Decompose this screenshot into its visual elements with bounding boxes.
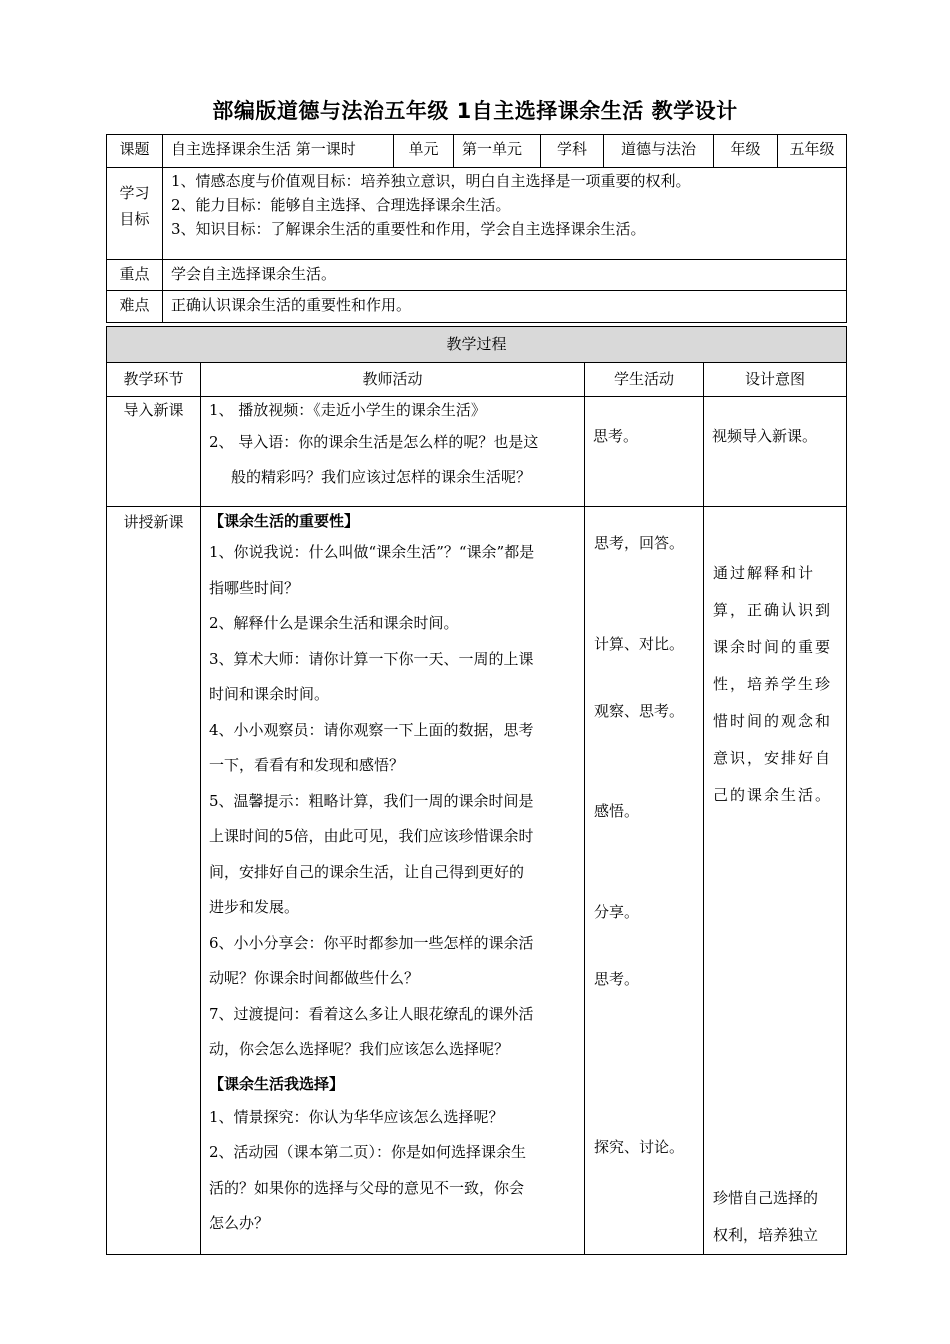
- lesson-teacher-line: 2、解释什么是课余生活和课余时间。: [209, 614, 459, 632]
- lesson-teacher-line: 时间和课余时间。: [209, 685, 330, 703]
- grade-label: 年级: [714, 135, 778, 168]
- grade-value: 五年级: [778, 135, 847, 168]
- goals-label-line-2: 目标: [119, 210, 150, 228]
- intro-teacher-line-3: 般的精彩吗？我们应该过怎样的课余生活呢？: [231, 468, 532, 486]
- lesson-teacher-line: 1、情景探究：你认为华华应该怎么选择呢？: [209, 1107, 504, 1126]
- goals-label-line-1: 学习: [119, 184, 150, 202]
- unit-label: 单元: [394, 135, 454, 168]
- lesson-teacher-line: 活的？如果你的选择与父母的意见不一致，你会: [209, 1178, 525, 1197]
- lesson-teacher-line: 怎么办？: [209, 1214, 270, 1232]
- lesson-teacher-line: 动，你会怎么选择呢？我们应该怎么选择呢？: [209, 1040, 510, 1058]
- design-line: 算，正确认识到: [713, 601, 833, 619]
- document-title: 部编版道德与法治五年级 1自主选择课余生活 教学设计: [212, 99, 738, 123]
- lesson-teacher-line: 7、过渡提问：看着这么多让人眼花缭乱的课外活: [209, 1004, 534, 1023]
- student-activity-1: 思考，回答。: [594, 534, 685, 552]
- goal-item-2: 2、能力目标：能够自主选择、合理选择课余生活。: [171, 196, 511, 214]
- subject-label: 学科: [541, 135, 604, 168]
- topic-value: 自主选择课余生活 第一课时: [163, 135, 394, 168]
- key-point-label: 重点: [107, 260, 163, 291]
- design-line: 己的课余生活。: [713, 786, 833, 804]
- goal-item-3: 3、知识目标：了解课余生活的重要性和作用，学会自主选择课余生活。: [171, 220, 646, 238]
- lesson-stage: 讲授新课: [107, 507, 201, 1255]
- section-heading-choice: 【课余生活我选择】: [209, 1074, 345, 1093]
- difficulty-label: 难点: [107, 291, 163, 323]
- goal-item-1: 1、情感态度与价值观目标：培养独立意识，明白自主选择是一项重要的权利。: [171, 172, 691, 190]
- topic-label: 课题: [107, 135, 163, 168]
- design-line: 意识，安排好自: [713, 749, 833, 767]
- lesson-teacher-line: 指哪些时间？: [209, 578, 300, 597]
- intro-design-intent: 视频导入新课。: [704, 397, 847, 507]
- lesson-teacher-line: 3、算术大师：请你计算一下你一天、一周的上课: [209, 649, 534, 668]
- goals-content: [163, 168, 847, 260]
- lesson-teacher-line: 1、你说我说：什么叫做“课余生活”？“课余”都是: [209, 543, 535, 561]
- lesson-info-table: [106, 134, 847, 323]
- header-teacher: 教师活动: [201, 363, 585, 397]
- process-title: 教学过程: [107, 327, 847, 363]
- section-heading-importance: 【课余生活的重要性】: [209, 512, 360, 530]
- lesson-teacher-line: 一下，看看有和发现和感悟？: [209, 756, 405, 774]
- student-activity-6: 思考。: [594, 970, 640, 988]
- key-point-value: 学会自主选择课余生活。: [163, 260, 847, 291]
- student-activity-4: 感悟。: [594, 802, 640, 820]
- lesson-teacher-line: 动呢？你课余时间都做些什么？: [209, 969, 420, 987]
- design-intent-1: [713, 555, 839, 814]
- intro-teacher-line-2: 2、 导入语：你的课余生活是怎么样的呢？也是这: [209, 433, 539, 451]
- goals-label: [107, 168, 163, 260]
- intro-teacher-line-1: 1、 播放视频：《走近小学生的课余生活》: [209, 401, 486, 419]
- header-stage: 教学环节: [107, 363, 201, 397]
- header-design: 设计意图: [704, 363, 847, 397]
- design-line: 通过解释和计: [713, 564, 816, 582]
- student-activity-7: 探究、讨论。: [594, 1138, 685, 1156]
- student-activity-5: 分享。: [594, 903, 640, 921]
- student-activity-3: 观察、思考。: [594, 702, 685, 720]
- design-line: 课余时间的重要: [713, 638, 833, 656]
- difficulty-value: 正确认识课余生活的重要性和作用。: [163, 291, 847, 323]
- design-line: 惜时间的观念和: [713, 712, 833, 730]
- lesson-teacher-line: 进步和发展。: [209, 898, 300, 916]
- intro-teacher-activity: [201, 397, 585, 507]
- header-student: 学生活动: [585, 363, 704, 397]
- design-line: 珍惜自己选择的: [713, 1189, 819, 1207]
- design-intent-2: [713, 1180, 839, 1254]
- unit-value: 第一单元: [454, 135, 541, 168]
- lesson-teacher-line: 2、活动园（课本第二页）：你是如何选择课余生: [209, 1143, 527, 1161]
- lesson-teacher-line: 上课时间的5倍，由此可见，我们应该珍惜课余时: [209, 827, 534, 845]
- student-activity-2: 计算、对比。: [594, 635, 685, 653]
- design-line: 权利，培养独立: [713, 1226, 819, 1244]
- intro-student-activity: 思考。: [585, 397, 704, 507]
- design-line: 性，培养学生珍: [713, 675, 833, 693]
- lesson-teacher-line: 6、小小分享会：你平时都参加一些怎样的课余活: [209, 933, 534, 952]
- lesson-teacher-activity: [201, 507, 585, 1255]
- subject-value: 道德与法治: [604, 135, 714, 168]
- intro-stage: 导入新课: [107, 397, 201, 507]
- lesson-teacher-line: 4、小小观察员：请你观察一下上面的数据，思考: [209, 720, 534, 739]
- lesson-teacher-line: 5、温馨提示：粗略计算，我们一周的课余时间是: [209, 791, 534, 810]
- lesson-teacher-line: 间，安排好自己的课余生活，让自己得到更好的: [209, 862, 525, 881]
